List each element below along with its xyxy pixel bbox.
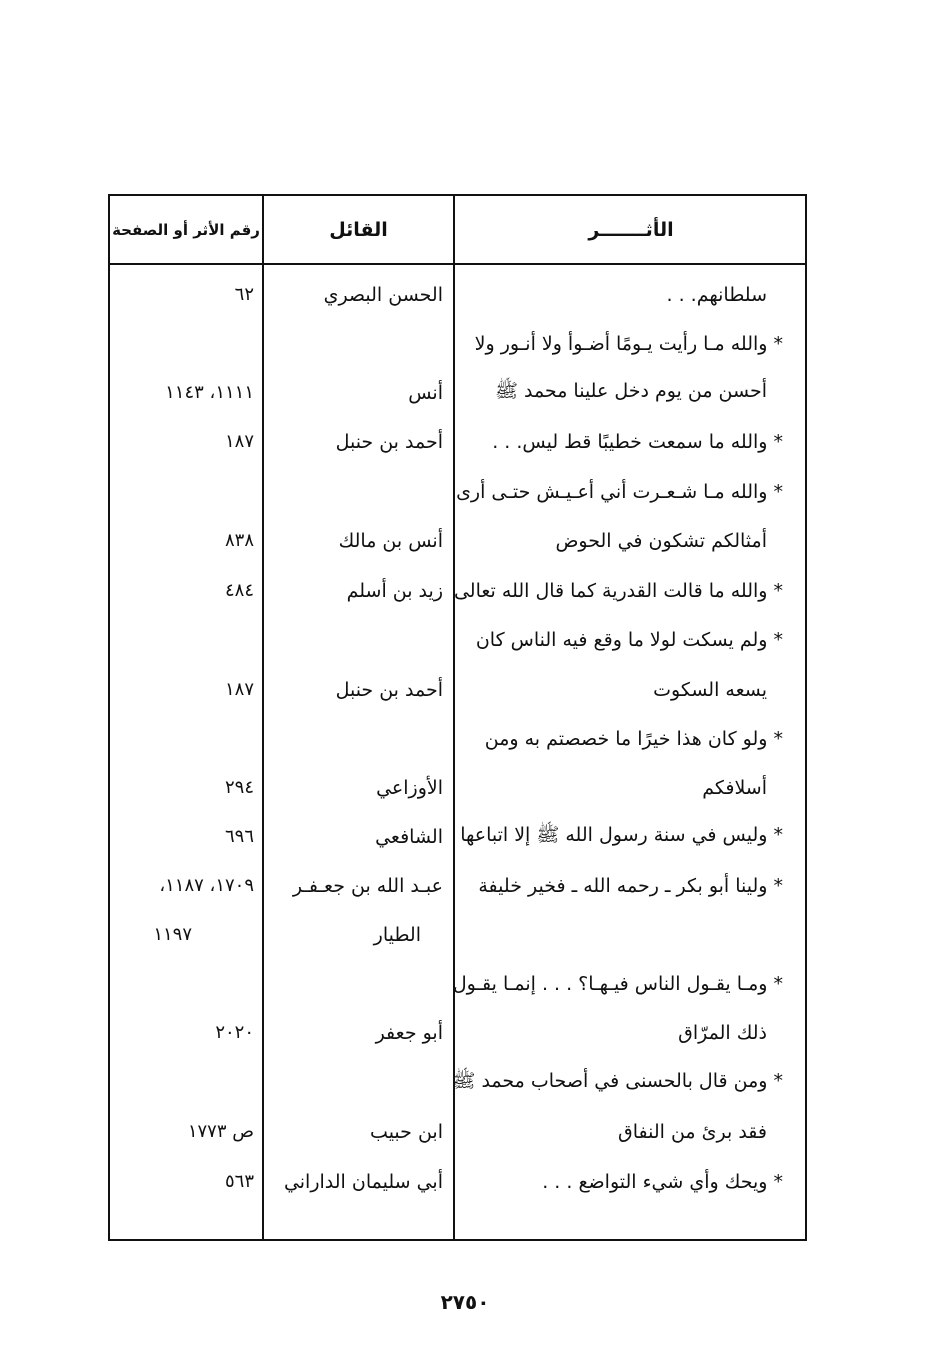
ref-cell: ٤٨٤ <box>224 580 254 601</box>
table-row <box>110 763 805 812</box>
header-qail: القائل <box>329 219 388 241</box>
athar-cell: أحسن من يوم دخل علينا محمد ﷺ <box>494 379 767 402</box>
ref-cell: ٦٢ <box>234 284 254 305</box>
ref-cell: ٨٣٨ <box>224 530 254 551</box>
qail-cell: عبـد الله بن جعـفـر <box>292 874 443 897</box>
ref-cell: ٢٩٤ <box>224 777 254 798</box>
table-row <box>110 1107 805 1156</box>
ref-cell <box>110 959 262 1008</box>
qail-cell: الأوزاعي <box>376 776 443 799</box>
table-row <box>110 910 805 959</box>
qail-cell: أنس بن مالك <box>338 529 443 552</box>
header-athar: الأثـــــــر <box>588 219 674 241</box>
qail-cell <box>264 714 453 763</box>
ref-cell: ٦٩٦ <box>224 826 254 847</box>
athar-cell: * والله مـا رأيت يـومًا أضـوأ ولا أنـور ولا <box>474 332 783 355</box>
athar-cell: * وليس في سنة رسول الله ﷺ إلا اتباعها <box>460 823 783 846</box>
qail-cell: الحسن البصري <box>323 283 443 306</box>
athar-cell: ذلك المرّاق <box>678 1021 767 1044</box>
table-row <box>110 467 805 516</box>
athar-cell: * والله ما قالت القدرية كما قال الله تعالى <box>453 579 783 602</box>
qail-cell <box>264 959 453 1008</box>
qail-cell: أنس <box>408 381 443 404</box>
table-row <box>110 1058 805 1107</box>
table-row <box>110 319 805 368</box>
athar-cell: * ولم يسكت لولا ما وقع فيه الناس كان <box>475 628 783 651</box>
athar-cell: أسلافكم <box>702 776 767 799</box>
athar-cell: أمثالكم تشكون في الحوض <box>555 529 767 552</box>
ref-cell <box>110 1058 262 1107</box>
table-row <box>110 714 805 763</box>
table-row <box>110 516 805 565</box>
qail-cell <box>264 1058 453 1107</box>
ref-cell: ١٧٠٩، ١١٨٧، <box>159 875 254 896</box>
athar-cell: * ويحك وأي شيء التواضع . . . <box>542 1170 783 1193</box>
qail-cell: ابن حبيب <box>370 1120 443 1143</box>
qail-cell <box>264 467 453 516</box>
table-row <box>110 615 805 664</box>
qail-cell: زيد بن أسلم <box>346 579 443 602</box>
qail-cell: أحمد بن حنبل <box>335 678 443 701</box>
ref-cell <box>110 714 262 763</box>
ref-cell <box>110 615 262 664</box>
athar-cell: فقد برئ من النفاق <box>617 1120 767 1143</box>
athar-cell: * ولينا أبو بكر ـ رحمه الله ـ فخير خليفة <box>478 874 783 897</box>
ref-cell <box>110 467 262 516</box>
page-number: ٢٧٥٠ <box>440 1290 490 1314</box>
athar-cell: * والله ما سمعت خطيبًا قط ليس. . . <box>492 430 783 453</box>
table-row <box>110 812 805 861</box>
athar-cell: * والله مـا شـعـرت أني أعـيـش حتـى أرى <box>456 480 783 503</box>
header-divider <box>110 263 805 265</box>
qail-cell <box>264 615 453 664</box>
athar-cell: * ومن قال بالحسنى في أصحاب محمد ﷺ <box>452 1069 783 1092</box>
ref-cell: ١١٩٧ <box>153 924 192 945</box>
qail-cell: أحمد بن حنبل <box>335 430 443 453</box>
qail-cell <box>264 319 453 368</box>
table-row <box>110 861 805 910</box>
table-row <box>110 959 805 1008</box>
table-row <box>110 417 805 466</box>
athar-cell: * ومـا يقـول الناس فيـهـا؟ . . . إنمـا يقـول <box>452 972 783 995</box>
qail-cell: أبو جعفر <box>375 1021 443 1044</box>
index-table <box>108 194 807 1241</box>
ref-cell: ١١١١، ١١٤٣ <box>165 382 254 403</box>
table-row <box>110 566 805 615</box>
table-row <box>110 1008 805 1057</box>
qail-cell: الشافعي <box>375 825 443 848</box>
table-row <box>110 665 805 714</box>
qail-cell: الطيار <box>373 923 421 946</box>
ref-cell: ٢٠٢٠ <box>215 1022 254 1043</box>
table-row <box>110 1157 805 1206</box>
table-row <box>110 270 805 319</box>
header-ref: رقم الأثر أو الصفحة <box>112 221 260 239</box>
ref-cell: ١٨٧ <box>224 679 254 700</box>
ref-cell: ٥٦٣ <box>224 1171 254 1192</box>
ref-cell: ص ١٧٧٣ <box>187 1121 254 1142</box>
athar-cell <box>455 910 795 959</box>
qail-cell: أبي سليمان الداراني <box>283 1170 443 1193</box>
athar-cell: * ولو كان هذا خيرًا ما خصصتم به ومن <box>484 727 783 750</box>
athar-cell: سلطانهم. . . <box>666 283 767 306</box>
table-row <box>110 368 805 417</box>
athar-cell: يسعه السكوت <box>653 678 767 701</box>
ref-cell: ١٨٧ <box>224 431 254 452</box>
ref-cell <box>110 319 262 368</box>
